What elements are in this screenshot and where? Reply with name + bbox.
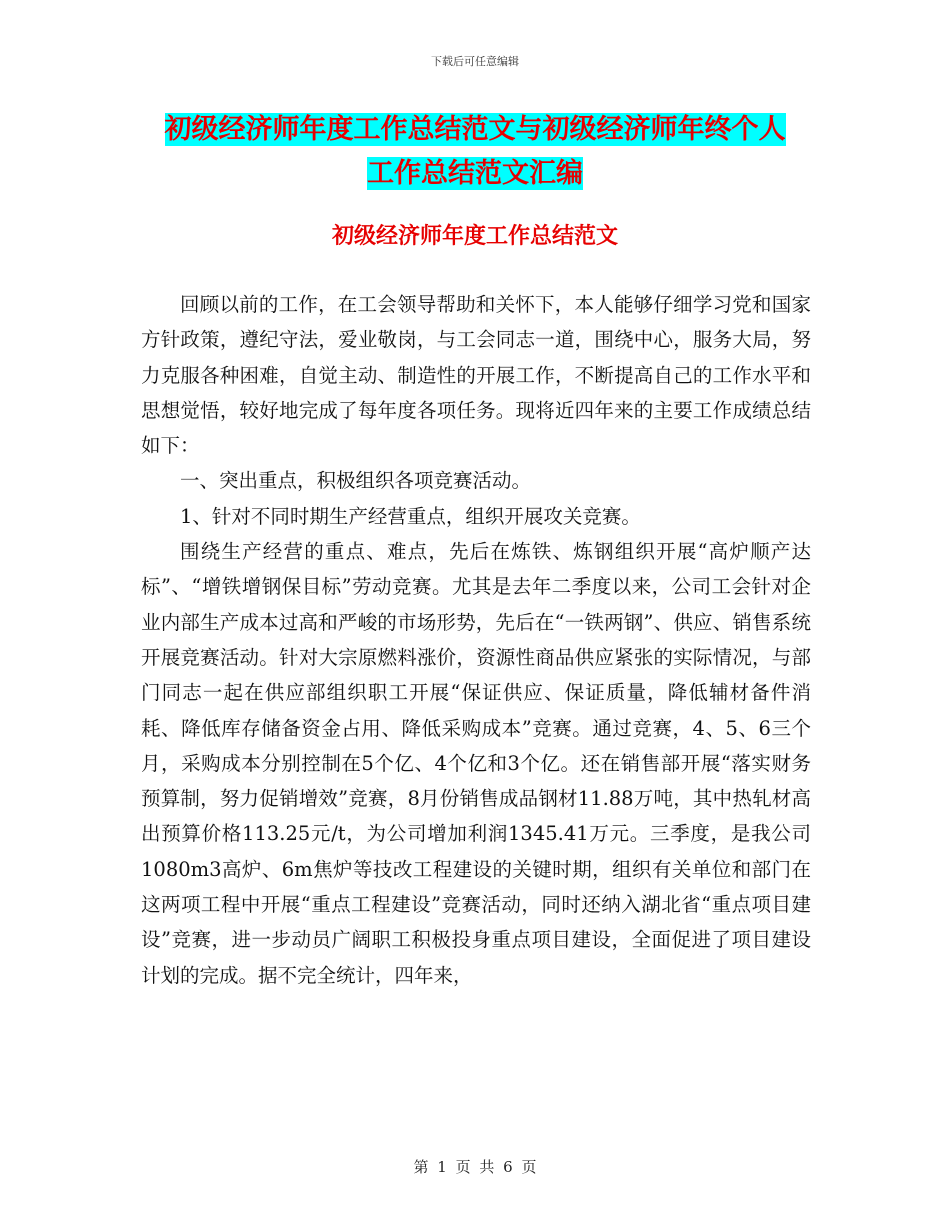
document-title-line-1 (0, 113, 950, 147)
body-paragraph: 围绕生产经营的重点、难点，先后在炼铁、炼钢组织开展“高炉顺产达标”、“增铁增钢保目标”劳动竞赛。尤其是去年二季度以来，公司工会针对企业内部生产成本过高和严峻的市场形势，先后在“一铁两钢”、供应、销售系统开展竞赛活动。针对大宗原燃料涨价，资源性商品供应紧张的实际情况，与部门同志一起在供应部组织职工开展“保证供应、保证质量，降低辅材备件消耗、降低库存储备资金占用、降低采购成本”竞赛。通过竞赛，4、5、6三个月，采购成本分别控制在5个亿、4个亿和3个亿。还在销售部开展“落实财务预算制，努力促销增效”竞赛，8月份销售成品钢材11.88万吨，其中热轧材高出预算价格113.25元/t，为公司增加利润1345.41万元。三季度，是我公司1080m3高炉、6m焦炉等技改工程建设的关键时期，组织有关单位和部门在这两项工程中开展“重点工程建设”竞赛活动，同时还纳入湖北省“重点项目建设”竞赛，进一步动员广阔职工积极投身重点项目建设，全面促进了项目建设计划的完成。据不完全统计，四年来， (141, 540, 811, 987)
body-paragraph: 回顾以前的工作，在工会领导帮助和关怀下，本人能够仔细学习党和国家方针政策，遵纪守法，爱业敬岗，与工会同志一道，围绕中心，服务大局，努力克服各种困难，自觉主动、制造性的开展工作，不断提高自己的工作水平和思想觉悟，较好地完成了每年度各项任务。现将近四年来的主要工作成绩总结如下： (141, 293, 811, 458)
document-title-text-2: 工作总结范文汇编 (367, 158, 583, 189)
body-paragraph: 1、针对不同时期生产经营重点，组织开展攻关竞赛。 (180, 504, 641, 528)
document-title-text-1: 初级经济师年度工作总结范文与初级经济师年终个人 (164, 114, 786, 145)
page-header: 下载后可任意编辑 (431, 55, 519, 68)
document-title-line-2 (0, 157, 950, 191)
section-title: 初级经济师年度工作总结范文 (331, 224, 618, 249)
body-paragraph: 一、突出重点，积极组织各项竞赛活动。 (180, 469, 532, 493)
document-body (141, 287, 811, 993)
page-footer: 第 1 页 共 6 页 (413, 1158, 537, 1176)
